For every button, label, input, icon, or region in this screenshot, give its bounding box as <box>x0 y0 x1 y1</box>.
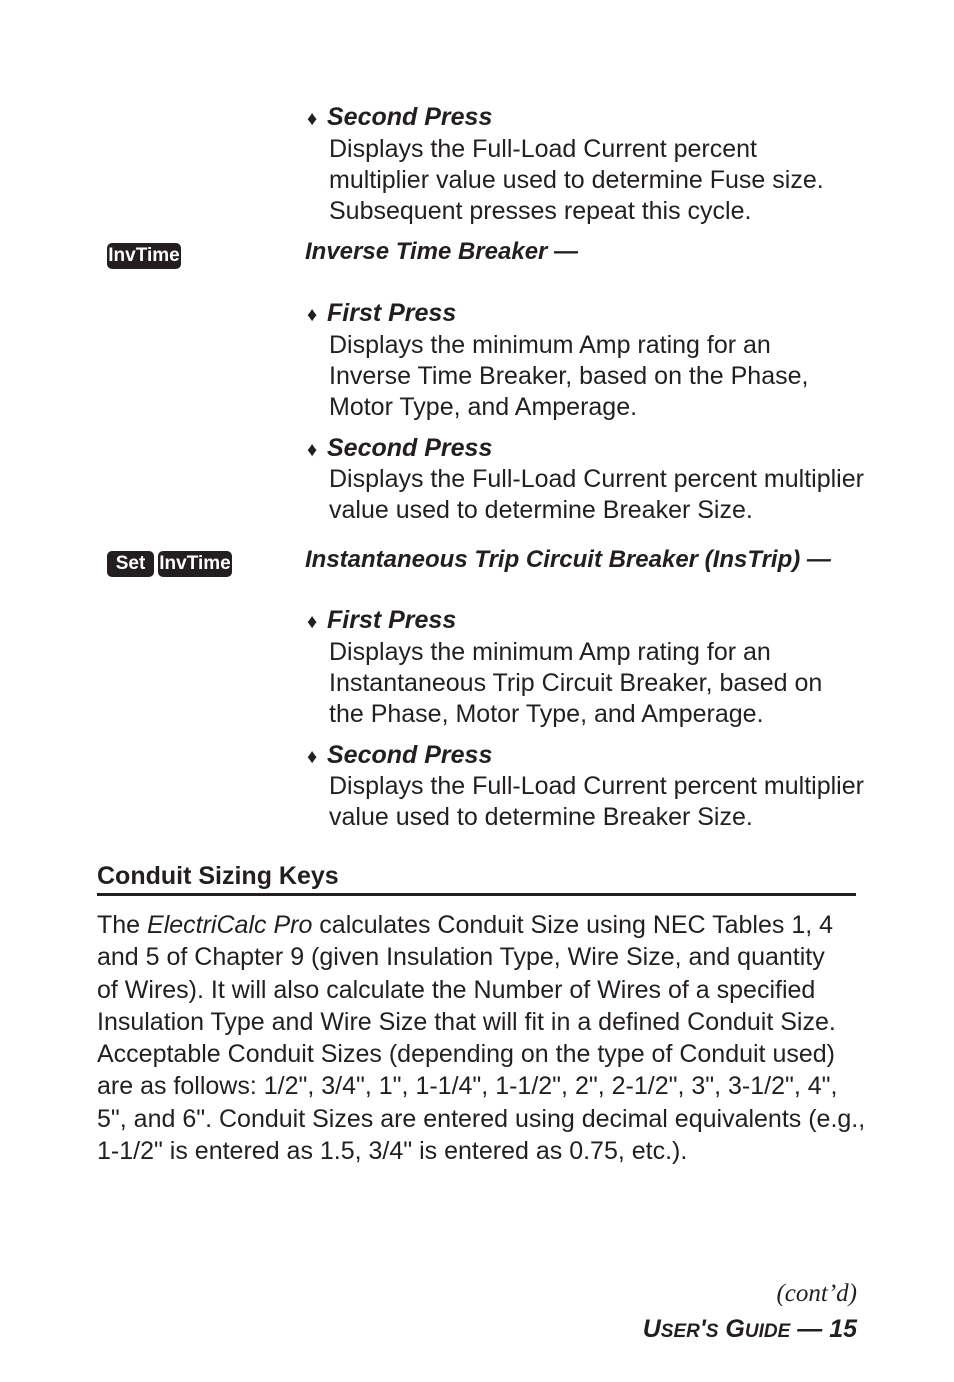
conduit-paragraph: The ElectriCalc Pro calculates Conduit Size using NEC Tables 1, 4 and 5 of Chapter 9 (given Insulation Type, Wire Size, and quantity of Wires). It will also calculate the Number of Wires of a specified Insulation Type and Wire Size that will fit in a defined Conduit Size. Acceptable Conduit Sizes (depending on the type of Conduit used) are as follows: 1/2", 3/4", 1", 1-1/4", 1-1/2", 2", 2-1/2", 3", 3-1/2", 4", 5", and 6". Conduit Sizes are entered using decimal equivalents (e.g., 1-1/2" is entered as 1.5, 3/4" is entered as 0.75, etc.). <box>97 911 866 1166</box>
fuse-second-press-description: Displays the Full-Load Current percent multiplier value used to determine Fuse size. Subsequent presses repeat this cycle. <box>329 135 824 225</box>
invtime-first-press-title: ♦ First Press <box>307 298 456 331</box>
invtime-first-press-description: Displays the minimum Amp rating for an Inverse Time Breaker, based on the Phase, Motor Type, and Amperage. <box>329 331 809 421</box>
inverse-time-breaker-heading: Inverse Time Breaker — <box>305 238 579 265</box>
instrip-second-press-title: ♦ Second Press <box>307 740 492 773</box>
invtime-key-icon: InvTime <box>107 243 181 269</box>
invtime-key-icon: InvTime <box>158 551 232 577</box>
instantaneous-trip-heading: Instantaneous Trip Circuit Breaker (InsTrip) — <box>305 546 831 573</box>
page-number: — 15 <box>790 1315 857 1343</box>
instrip-second-press-description: Displays the Full-Load Current percent multiplier value used to determine Breaker Size. <box>329 772 864 831</box>
conduit-section-heading: Conduit Sizing Keys <box>97 862 339 890</box>
diamond-bullet-icon: ♦ <box>307 746 318 768</box>
conduit-line-1: The ElectriCalc Pro calculates Conduit Size using NEC Tables 1, 4 <box>97 911 834 939</box>
set-key-icon: Set <box>107 551 154 577</box>
diamond-bullet-icon: ♦ <box>307 439 318 461</box>
continued-note: (cont’d) <box>776 1280 857 1307</box>
invtime-second-press-title: ♦ Second Press <box>307 433 492 466</box>
diamond-bullet-icon: ♦ <box>307 108 318 130</box>
instrip-first-press-title: ♦ First Press <box>307 605 456 638</box>
diamond-bullet-icon: ♦ <box>307 611 318 633</box>
section-divider <box>97 893 856 896</box>
page-footer: USER'S GUIDE — 15 <box>642 1315 857 1343</box>
instrip-first-press-description: Displays the minimum Amp rating for an Instantaneous Trip Circuit Breaker, based on the Phase, Motor Type, and Amperage. <box>329 638 823 728</box>
product-name: ElectriCalc Pro <box>147 911 313 939</box>
invtime-second-press-description: Displays the Full-Load Current percent multiplier value used to determine Breaker Size. <box>329 465 864 524</box>
diamond-bullet-icon: ♦ <box>307 304 318 326</box>
fuse-second-press-title: ♦ Second Press <box>307 102 492 135</box>
